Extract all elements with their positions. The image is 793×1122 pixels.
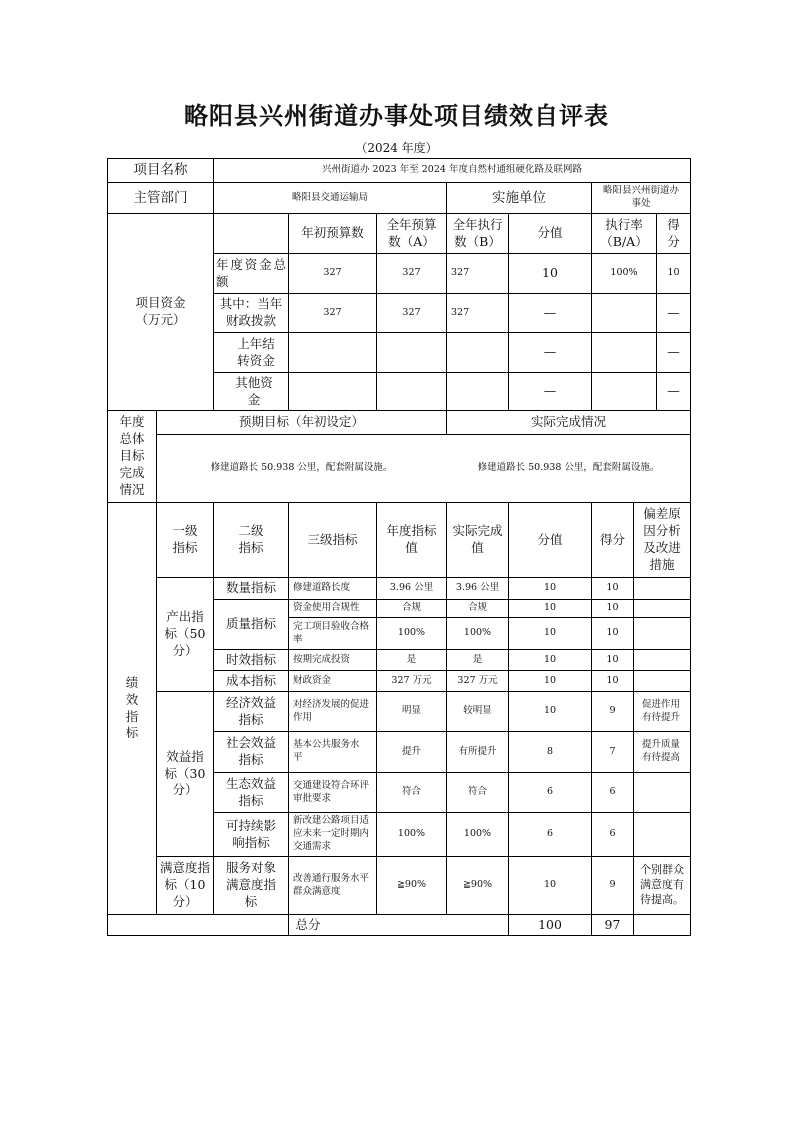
expected-target-header: 预期目标（年初设定） [238, 414, 364, 430]
total-label: 总分 [295, 916, 321, 932]
header-target-value: 年度指标值 [386, 523, 437, 555]
fund-row-value: — [543, 304, 557, 320]
indicator-level2: 生态效益指标 [225, 775, 276, 808]
indicator-score: 10 [606, 653, 619, 665]
indicator-deviation: 促进作用有待提升 [642, 698, 681, 723]
header-execution-rate: 执行率（B/A） [600, 216, 648, 249]
indicator-score: 9 [609, 705, 616, 717]
fund-row-exec: 327 [451, 267, 470, 279]
indicator-score: 6 [609, 786, 616, 798]
dept-label: 主管部门 [133, 189, 188, 206]
header-full-year-executed: 全年执行数（B） [452, 216, 503, 249]
indicator-target: 提升 [401, 745, 421, 757]
expected-target-text: 修建道路长 50.938 公里，配套附属设施。 [210, 462, 393, 474]
fund-row-value: 10 [542, 265, 558, 281]
indicator-value: 10 [543, 879, 557, 891]
indicator-level3: 对经济发展的促进作用 [293, 698, 370, 723]
indicator-actual: 符合 [467, 786, 487, 798]
indicator-target: 明显 [401, 705, 421, 717]
indicator-actual: 较明显 [463, 705, 492, 717]
total-value: 100 [538, 916, 562, 932]
header-indicator-score-value: 分值 [537, 531, 563, 547]
fund-row-score: 10 [667, 267, 680, 279]
dept-value: 略阳县交通运输局 [291, 191, 368, 203]
indicator-value: 10 [543, 705, 557, 717]
fund-row-score: — [667, 383, 680, 399]
indicator-level3: 修建道路长度 [293, 582, 351, 594]
indicator-value: 10 [543, 674, 557, 686]
indicator-level2: 质量指标 [225, 616, 276, 632]
indicator-target: 100% [397, 627, 426, 639]
fund-row-name: 其他资金 [235, 374, 273, 407]
indicator-actual: 是 [472, 653, 483, 665]
indicator-level3: 资金使用合规性 [293, 602, 360, 614]
year-subtitle: （2024 年度） [355, 141, 438, 155]
impl-unit-value: 略阳县兴州街道办事处 [602, 185, 679, 209]
indicator-target: 合规 [401, 602, 421, 614]
fund-row-rate [592, 294, 656, 332]
header-level1: 一级指标 [172, 523, 198, 555]
header-full-year-budget: 全年预算数（A） [386, 216, 437, 249]
project-name-label: 项目名称 [133, 162, 188, 179]
indicator-actual: 合规 [467, 602, 487, 614]
header-level2: 二级指标 [238, 523, 264, 555]
fund-row-budget: 327 [323, 267, 342, 279]
header-actual-value: 实际完成值 [452, 523, 503, 555]
header-score: 得分 [667, 216, 680, 249]
actual-completion-header: 实际完成情况 [530, 414, 606, 430]
header-initial-budget: 年初预算数 [301, 225, 364, 241]
indicator-actual: 327 万元 [457, 674, 498, 686]
indicator-value: 8 [546, 745, 554, 757]
indicator-level3: 基本公共服务水平 [293, 739, 360, 763]
fund-row-score: — [667, 344, 680, 360]
indicator-level2: 可持续影响指标 [225, 817, 276, 850]
indicator-level3: 按期完成投资 [293, 653, 351, 665]
fund-row-name: 其中：当年财政拨款 [219, 296, 283, 328]
header-level3: 三级指标 [307, 531, 358, 547]
indicator-score: 10 [606, 627, 619, 639]
project-name-value: 兴州街道办 2023 年至 2024 年度自然村通组硬化路及联网路 [322, 164, 582, 176]
indicator-target: 符合 [401, 786, 421, 798]
fund-row-rate: 100% [610, 267, 638, 279]
indicator-target: ≧90% [396, 879, 427, 891]
indicator-level3: 新改建公路项目适应未来一定时期内交通需求 [293, 815, 370, 852]
indicator-actual: 3.96 公里 [455, 582, 500, 594]
indicator-actual: 有所提升 [458, 745, 497, 757]
page-title: 略阳县兴州街道办事处项目绩效自评表 [184, 102, 609, 130]
funds-label: 项目资金（万元） [135, 295, 186, 327]
header-score-value: 分值 [537, 225, 563, 241]
indicators-label: 绩效指标 [125, 674, 139, 741]
indicator-value: 6 [546, 786, 554, 798]
indicator-target: 100% [397, 828, 426, 840]
fund-row-name [214, 254, 288, 293]
indicator-actual: ≧90% [462, 879, 493, 891]
indicator-score: 10 [606, 674, 619, 686]
header-indicator-score: 得分 [599, 531, 625, 547]
indicator-value: 6 [546, 828, 554, 840]
fund-row-value: — [543, 383, 557, 399]
indicator-actual: 100% [463, 627, 492, 639]
group-output: 产出指标（50分） [164, 609, 206, 658]
overall-target-label: 年度总体目标完成情况 [119, 414, 145, 497]
group-satisfaction: 满意度指标（10分） [160, 860, 211, 909]
group-benefit: 效益指标（30分） [164, 748, 206, 798]
header-deviation: 偏差原因分析及改进措施 [643, 506, 681, 572]
indicator-value: 10 [543, 627, 557, 639]
total-score: 97 [604, 916, 621, 932]
fund-row-full: 327 [402, 267, 421, 279]
fund-row-value: — [543, 344, 557, 360]
indicator-level2: 时效指标 [225, 651, 276, 667]
indicator-deviation: 提升质量有待提高 [642, 739, 681, 763]
indicator-score: 10 [606, 582, 619, 594]
indicator-level3: 改善通行服务水平群众满意度 [293, 872, 370, 897]
fund-row-score: — [667, 304, 680, 320]
indicator-target: 327 万元 [391, 674, 432, 686]
indicator-level2: 服务对象满意度指标 [225, 860, 276, 909]
fund-row-name-text: 年度资金总额 [216, 256, 286, 289]
indicator-level2: 成本指标 [225, 672, 276, 688]
indicator-level2: 数量指标 [225, 580, 276, 596]
indicator-value: 10 [543, 582, 557, 594]
indicator-target: 3.96 公里 [389, 582, 434, 594]
indicator-score: 10 [606, 602, 619, 614]
indicator-level2: 经济效益指标 [225, 694, 276, 727]
indicator-score: 7 [609, 745, 616, 757]
indicator-score: 9 [609, 879, 616, 891]
indicator-target: 是 [406, 653, 417, 665]
indicator-level3: 财政资金 [293, 674, 332, 686]
indicator-value: 10 [543, 602, 557, 614]
indicator-actual: 100% [463, 828, 492, 840]
indicator-deviation: 个别群众满意度有待提高。 [640, 863, 684, 906]
indicator-value: 10 [543, 653, 557, 665]
fund-row-budget: 327 [323, 306, 342, 318]
indicator-level2: 社会效益指标 [225, 735, 276, 767]
fund-row-name: 上年结转资金 [237, 335, 275, 368]
actual-completion-text: 修建道路长 50.938 公里，配套附属设施。 [477, 462, 660, 474]
indicator-level3: 交通建设符合环评审批要求 [293, 779, 370, 804]
indicator-score: 6 [609, 828, 616, 840]
impl-unit-label: 实施单位 [492, 189, 546, 206]
indicator-level3: 完工项目验收合格率 [293, 620, 370, 645]
fund-row-full: 327 [402, 306, 421, 318]
fund-row-exec: 327 [451, 306, 470, 318]
